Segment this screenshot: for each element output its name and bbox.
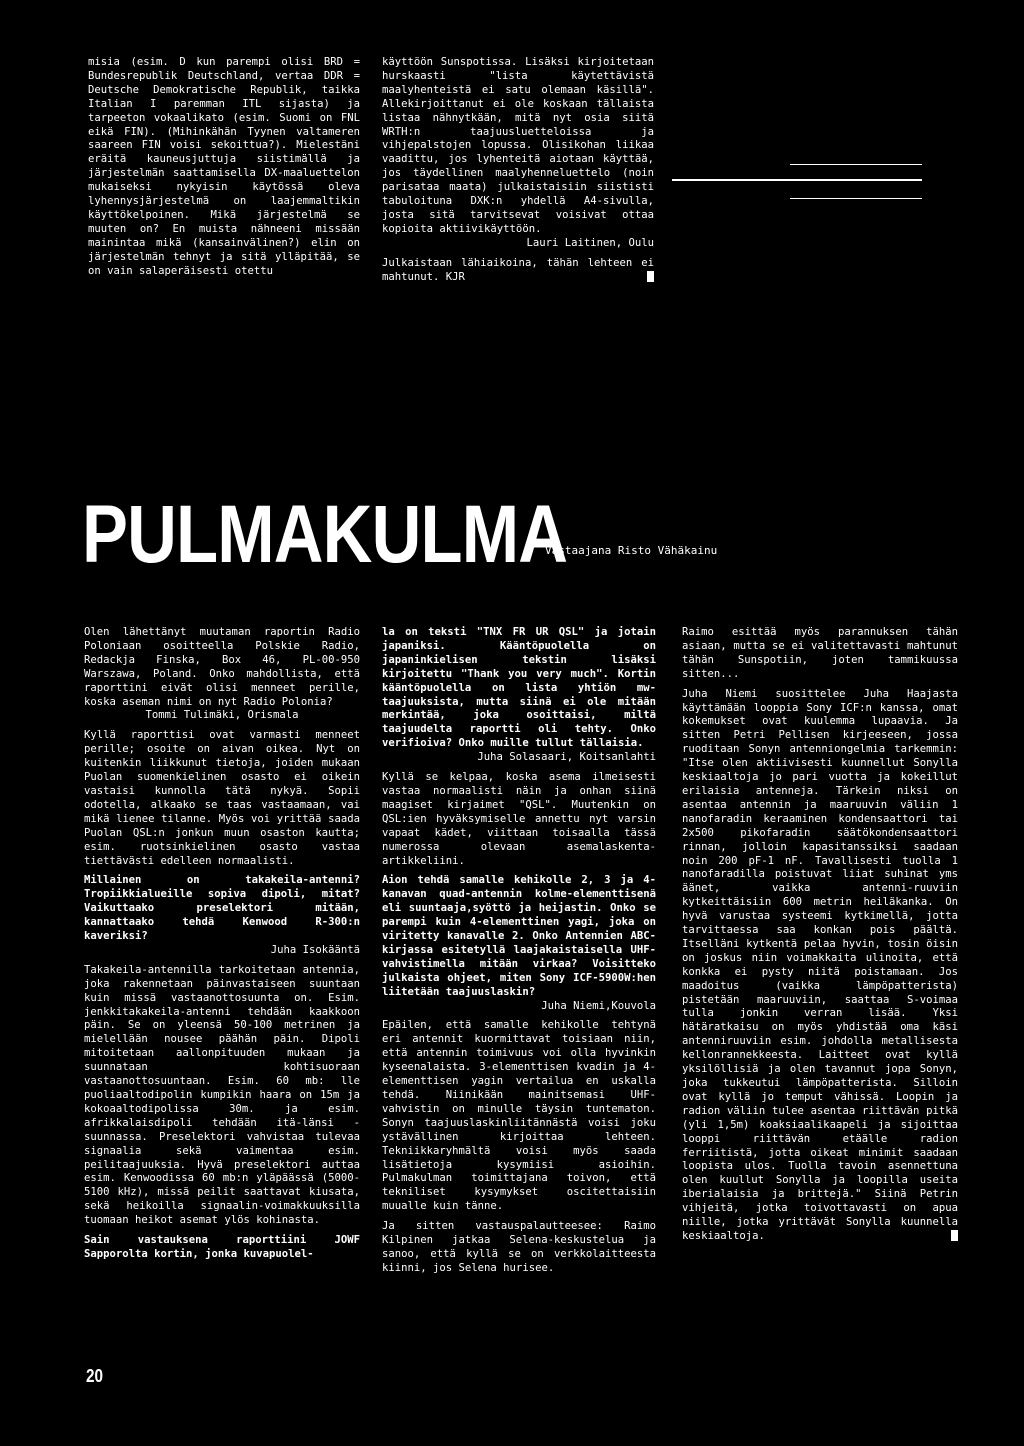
question-signature: Tommi Tulimäki, Orismala: [145, 709, 299, 722]
letter-signature: Lauri Laitinen, Oulu: [526, 236, 654, 249]
column-3: [682, 626, 958, 1244]
paragraph: Raimo esittää myös parannuksen tähän asiaan, mutta se ei valitettavasti mahtunut tähän Sunspotiin, joten tammikuussa sitten...: [682, 626, 958, 680]
column-2: [382, 626, 656, 1276]
byline: Vastaajana Risto Vähäkainu: [545, 544, 718, 557]
page-number: 20: [86, 1366, 104, 1386]
question: Millainen on takakeila-antenni? Tropiikkialueille sopiva dipoli, mitat? Vaikuttaako preselektori mitään, kannattaako tehdä Kenwood R-300:n kaveriksi?: [84, 874, 360, 943]
top-left-column: [88, 56, 360, 279]
paragraph: Juha Niemi suosittelee Juha Haajasta käyttämään looppia Sony ICF:n kanssa, omat kokemukset ovat kuulemma lupaavia. Ja sitten Petri Pellisen kirjeeseen, jossa ruoditaan Sonyn antenniongelmia tarkemmin: "Itse olen aktiivisesti kuunnellut Sonylla keskiaaltoja jo pari vuotta ja kokeillut erilaisia antenneja. Tärkein niksi on asentaa antennin ja maaruuvin väliin 1 nanofaradin keraaminen kondensaattori tai 2x500 pikofaradin säätökondensaattori rinnan, jolloin kapasitanssiksi saadaan noin 200 pF-1 nF. Tavallisesti tuolla 1 nanofaradilla poistuvat liiat suhinat yms äänet, vaikka antenni-ruuviin kytkeittäisiin 600 metrin heiläkanka. On hyvä varustaa systeemi kytkimellä, jotta tarvittaessa saa konkan pois päältä. Itselläni kytkentä pelaa hyvin, tosin öisin on joskus niin voimakkaita ulinoita, että konkka ei pysty niitä poistamaan. Jos maadoitus (vaikka lämpöpatterista) pistetään maaruuviin, saattaa S-voimaa tulla jonkin verran lisää. Yksi hätäratkaisu on myös yhdistää oma käsi antenniruuviin esim. johdolla metallisesta kellonrannekkeesta. Laitteet ovat kyllä yksilöllisiä ja olen tavannut jopa Sonyn, joka tukkeutui lämpöpatterista. Silloin ovat kyllä jo temput vähissä. Loopin ja radion väliin tulee asentaa riittävän pitkä (yli 1,5m) koaksiaalikaapeli ja sijoittaa looppi riittävän etäälle radion ferriitistä, jotta oikeat minimit saadaan loopista ulos. Tuolla tavoin asennettuna olen kuullut Sonylla ja loopilla useita iberialaisia ja brittejä." Siinä Petrin vihjeitä, jotka toivottavasti on apua niille, jotka yrittävät Sonylla kuunnella keskiaaltoja.: [682, 687, 958, 1242]
question-signature: Juha Niemi,Kouvola: [541, 999, 656, 1012]
section-title: PULMAKULMA: [82, 489, 568, 580]
editor-note: Julkaistaan lähiaikoina, tähän lehteen ei mahtunut. KJR: [382, 256, 654, 283]
answer: Takakeila-antennilla tarkoitetaan antennia, joka rakennetaan päinvastaiseen suuntaan kuin missä vastaanottosuunta on. Esim. jenkkitakakeila-antenni tehdään kaakkoon päin. Se on yleensä 50-100 metrinen ja mielellään nousee päähän päin. Dipoli mitoitetaan aallonpituuden mukaan ja suunnataan kohtisuoraan vastaanottosuuntaan. Esim. 60 mb: lle puoliaaltodipolin kumpikin haara on 15m ja kokoaaltodipolissa 30m. ja esim. afrikkalaisdipoli tehdään itä-länsi -suunnassa. Preselektori vahvistaa tulevaa signaalia sekä vaimentaa esim. peilitaajuuksia. Hyvä preselektori auttaa esim. Kenwoodissa 60 mb:n yläpäässä (5000-5100 kHz), missä peilit saattavat kiusata, sekä heikoilla signaalin-voimakkuuksilla tuomaan heikot asemat ylös kohinasta.: [84, 963, 360, 1227]
top-left-text: misia (esim. D kun parempi olisi BRD = Bundesrepublik Deutschland, vertaa DDR = Deutsche Demokratische Republik, taikka Italian I paremman ITL sijasta) ja tarpeeton vokaalikato (esim. Suomi on FNL eikä FIN). (Mihinkähän Tyynen valtameren saareen FIN voisi sekoittua?). Mielestäni eräitä kauneusjuttuja siistimällä ja järjestelmän saattamisella DX-maaluettelon mukaiseksi nykyisin käytössä oleva lyhennysjärjestelmä on laajemmaltikin käyttökelpoinen. Mikä järjestelmä se muuten on? En muista nähneeni missään mainintaa mikä (kansainvälinen?) elin on järjestelmän tehnyt ja sitä ylläpitää, se on vain salaperäisesti otettu: [88, 56, 360, 277]
end-mark: [951, 1230, 958, 1241]
decorative-rule: [790, 198, 922, 199]
question: Aion tehdä samalle kehikolle 2, 3 ja 4-kanavan quad-antennin kolme-elementtisenä eli suuntaaja,syöttö ja heijastin. Onko se parempi kuin 4-elementtinen yagi, joka on viritetty kanavalle 2. Onko Antennien ABC-kirjassa esitetyllä laajakaistaisella UHF-vahvistimella mitään virkaa? Voisitteko julkaista ohjeet, miten Sony ICF-5900W:hen liitetään taajuuslaskin?: [382, 874, 656, 998]
top-right-column: [382, 56, 654, 285]
question: Olen lähettänyt muutaman raportin Radio Poloniaan osoitteella Polskie Radio, Redackja Finska, Box 46, PL-00-950 Warszawa, Poland. Onko mahdollista, että raporttini eivät olisi menneet perille, koska aseman nimi on nyt Radio Polonia?: [84, 626, 360, 708]
question: Sain vastauksena raporttiini JOWF Sapporolta kortin, jonka kuvapuolel-: [84, 1234, 360, 1260]
answer: Kyllä se kelpaa, koska asema ilmeisesti vastaa normaalisti näin ja onhan siinä maagiset kirjaimet "QSL". Muutenkin on QSL:ien hyväksymiselle annettu nyt varsin vapaat kädet, viittaan toisaalla tässä numerossa olevaan asemalaskenta-artikkeliini.: [382, 771, 656, 867]
question-signature: Juha Isokääntä: [270, 943, 360, 956]
answer: Epäilen, että samalle kehikolle tehtynä eri antennit kuormittavat toisiaan niin, että antennin toimivuus voi olla hyvinkin kyseenalaista. 3-elementtisen kvadin ja 4-elementtisen yagin vertailua en uskalla tehdä. Niinikään mainitsemasi UHF-vahvistin on minulle täysin tuntematon. Sonyn taajuuslaskinliitännästä voisi joku ystävällinen kirjoittaa lehteen. Tekniikkaryhmältä voisi myös saada lisätietoja kysymiisi asioihin. Pulmakulman toimittajana toivon, että tekniliset kysymykset oscitettaisiin muualle kuin tänne.: [382, 1019, 656, 1213]
question-signature: Juha Solasaari, Koitsanlahti: [477, 751, 656, 764]
decorative-rule: [672, 179, 922, 181]
question: la on teksti "TNX FR UR QSL" ja jotain japaniksi. Kääntöpuolella on japaninkielisen tekstin lisäksi kirjoitettu "Thank you very much". Kortin kääntöpuolella on lista yhtiön mw-taajuuksista, mutta siinä ei ole mitään merkintää, joka osoittaisi, miltä taajuudelta raportti oli tehty. Onko verifioiva? Onko muille tullut tällaisia.: [382, 626, 656, 750]
column-1: [84, 626, 360, 1262]
answer: Ja sitten vastauspalautteesee: Raimo Kilpinen jatkaa Selena-keskustelua ja sanoo, että kyllä se on verkkolaitteesta kiinni, jos Selena hurisee.: [382, 1220, 656, 1274]
decorative-rule: [790, 164, 922, 165]
end-mark: [647, 271, 654, 282]
letter-text: käyttöön Sunspotissa. Lisäksi kirjoitetaan hurskaasti "lista käytettävistä maalyhenteistä ei satu olemaan käsillä". Allekirjoittanut ei ole koskaan tällaista listaa nähnytkään, mitä nyt osia siitä WRTH:n taajuusluetteloissa ja vihjepalstojen lopussa. Olisikohan liikaa vaadittu, jos lyhenteitä aiotaan käyttää, jos täydellinen maalyhenneluettelo (noin parisataa maata) julkaistaisiin siististi tabuloituna DXK:n yhdellä A4-sivulla, josta sitä tarvitsevat voisivat ottaa kopioita aktiivikäyttöön.: [382, 56, 654, 235]
answer: Kyllä raporttisi ovat varmasti menneet perille; osoite on aivan oikea. Nyt on kuitenkin liikkunut tietoja, joiden mukaan Puolan suomenkielinen osasto ei oikein vastaisi kunnolla tätä nykyä. Sopii odotella, alkaako se taas vastaamaan, vai mikä lienee tilanne. Myös voi yrittää saada Puolan QSL:n jonkun muun osaston kautta; esim. ruotsinkielinen osasto vastaa tiettävästi edelleen normaalisti.: [84, 729, 360, 867]
